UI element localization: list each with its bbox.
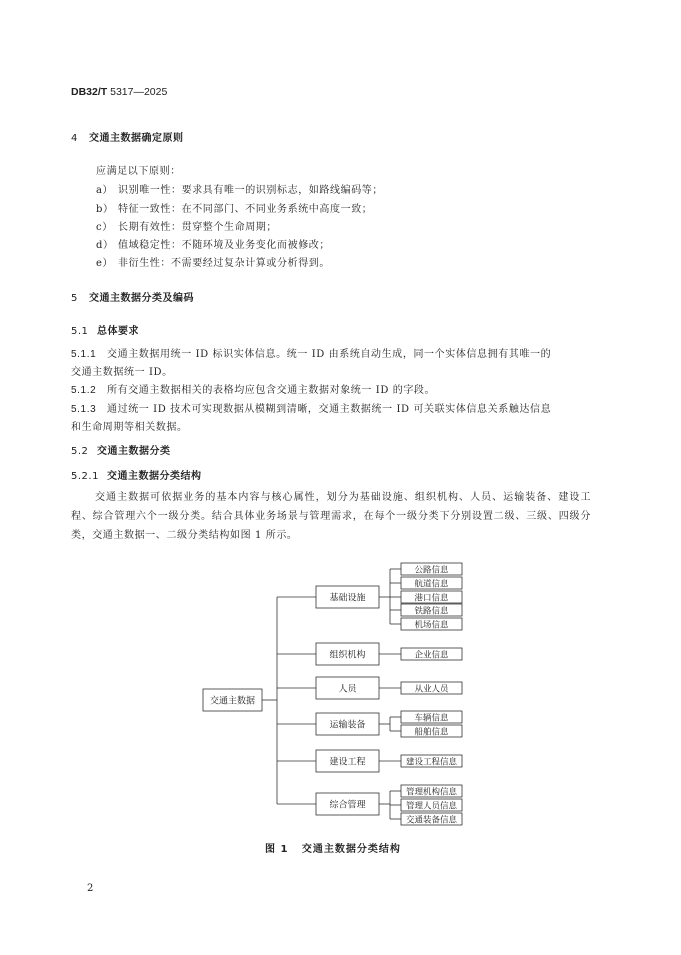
standard-code-prefix: DB32/T	[71, 86, 108, 98]
level2-label-airport: 机场信息	[414, 620, 449, 631]
level2-label-enterprise: 企业信息	[414, 650, 449, 661]
section-5-2-title: 交通主数据分类	[97, 446, 171, 457]
section-5-1-title: 总体要求	[97, 326, 139, 337]
figure-caption	[265, 840, 401, 855]
standard-code-number: 5317—2025	[110, 86, 168, 98]
level2-label-vehicle: 车辆信息	[414, 713, 449, 724]
level2-label-road: 公路信息	[414, 565, 449, 576]
clause-5-1-1: 5.1.1 交通主数据用统一 ID 标识实体信息。统一 ID 由系统自动生成，同一个实体信息拥有其唯一的	[71, 349, 552, 360]
clause-5-1-1-continued: 交通主数据统一 ID。	[71, 367, 173, 378]
level2-label-practitioners: 从业人员	[414, 684, 449, 695]
level1-node-organization	[316, 643, 379, 665]
level2-label-management-org: 管理机构信息	[405, 787, 458, 798]
section-5-number: 5	[71, 293, 78, 304]
root-node	[203, 689, 262, 711]
section-5-1-number: 5.1	[71, 326, 89, 337]
section-4-intro: 应满足以下原则：	[96, 166, 181, 177]
level2-label-railway: 铁路信息	[414, 606, 449, 617]
section-5-title: 交通主数据分类及编码	[89, 293, 194, 304]
clause-5-1-3: 5.1.3 通过统一 ID 技术可实现数据从模糊到清晰，交通主数据统一 ID 可关联实体信息关系触达信息	[71, 404, 552, 415]
principle-item-e: e） 非衍生性：不需要经过复杂计算或分析得到。	[96, 258, 330, 269]
principle-item-d: d） 值域稳定性：不随环境及业务变化而被修改；	[96, 240, 330, 251]
figure-title: 交通主数据分类结构	[301, 844, 401, 855]
section-4-number: 4	[71, 133, 78, 144]
section-5-2-number: 5.2	[71, 446, 89, 457]
figure-number: 图 1	[265, 844, 289, 855]
page-number: 2	[87, 883, 94, 894]
level1-node-construction	[316, 750, 379, 772]
level2-label-vessel: 船舶信息	[414, 727, 449, 738]
level1-node-transport-equipment	[316, 713, 379, 735]
level1-node-infrastructure	[316, 586, 379, 608]
principle-item-a: a） 识别唯一性：要求具有唯一的识别标志，如路线编码等；	[96, 185, 383, 196]
level1-node-management	[316, 793, 379, 815]
svg-text:基础设施: 基础设施	[329, 593, 366, 604]
svg-text:综合管理: 综合管理	[329, 800, 366, 811]
level2-label-management-staff: 管理人员信息	[405, 801, 458, 812]
level2-label-port: 港口信息	[414, 593, 449, 604]
level2-label-transport-equipment-info: 交通装备信息	[405, 815, 458, 826]
clause-5-1-3-continued: 和生命周期等相关数据。	[71, 422, 188, 433]
svg-text:交通主数据: 交通主数据	[209, 696, 256, 707]
svg-text:人员: 人员	[338, 684, 357, 695]
section-5-2-1-title: 交通主数据分类结构	[107, 471, 202, 482]
principle-item-c: c） 长期有效性：贯穿整个生命周期；	[96, 222, 277, 233]
level2-label-waterway: 航道信息	[414, 579, 449, 590]
level2-label-construction-project: 建设工程信息	[405, 757, 458, 768]
clause-5-1-2: 5.1.2 所有交通主数据相关的表格均应包含交通主数据对象统一 ID 的字段。	[71, 385, 436, 396]
classification-paragraph: 交通主数据可依据业务的基本内容与核心属性，划分为基础设施、组织机构、人员、运输装备、建设工程、综合管理六个一级分类。结合具体业务场景与管理需求，在每个一级分类下分别设置二级、三级、四级分类，交通主数据一、二级分类结构如图 1 所示。	[71, 492, 591, 541]
section-5-2-1-number: 5.2.1	[71, 471, 99, 482]
svg-text:运输装备: 运输装备	[329, 720, 366, 731]
level1-node-personnel	[316, 677, 379, 699]
svg-text:建设工程: 建设工程	[329, 757, 366, 768]
svg-text:组织机构: 组织机构	[329, 650, 366, 661]
principle-item-b: b） 特征一致性：在不同部门、不同业务系统中高度一致；	[96, 204, 373, 215]
section-4-title: 交通主数据确定原则	[89, 133, 184, 144]
